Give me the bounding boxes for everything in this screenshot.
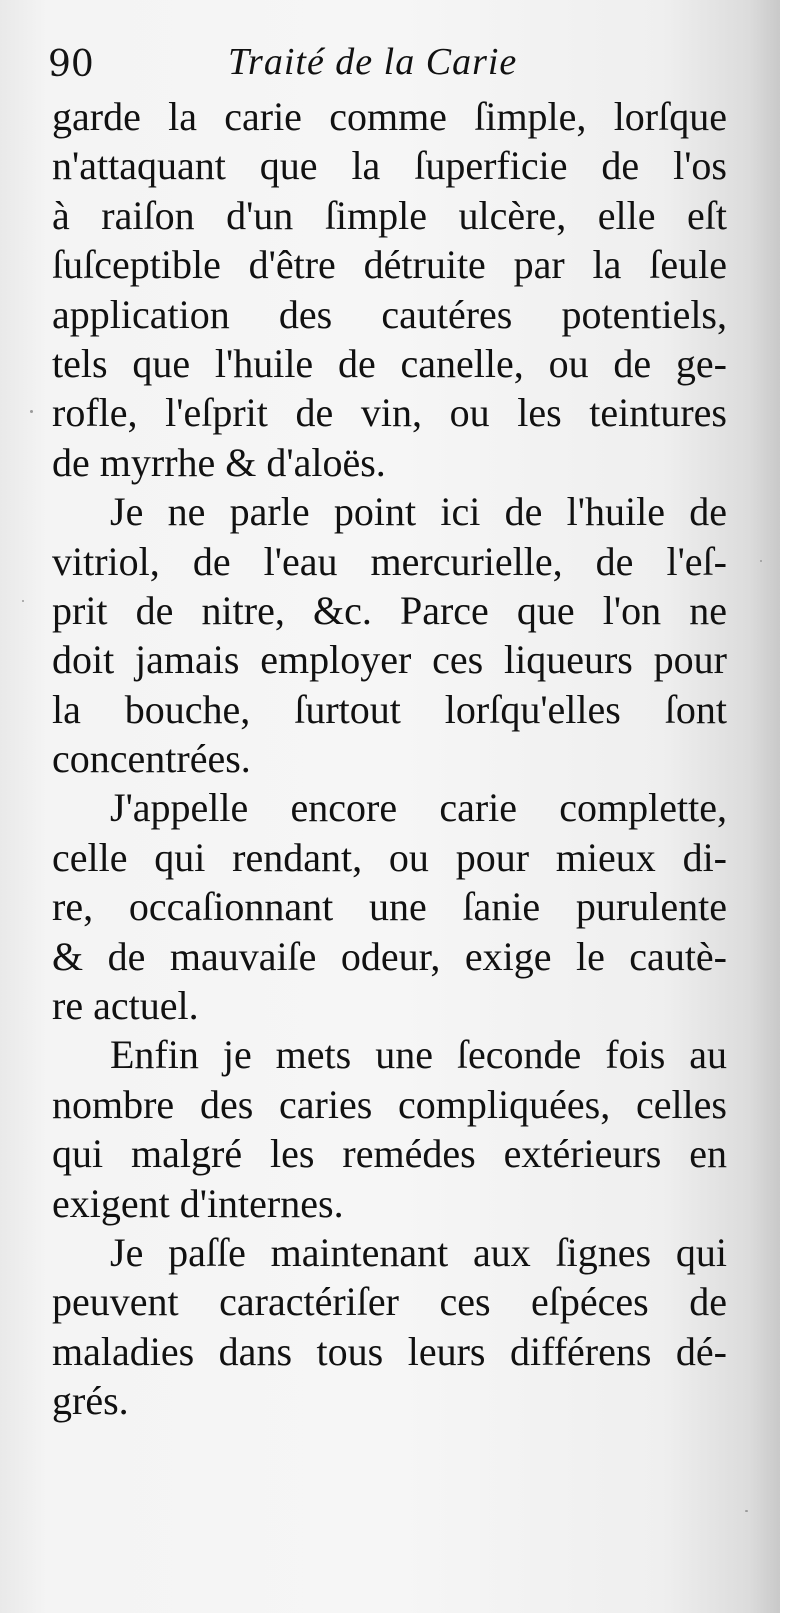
text-line: peuvent caractériſer ces eſpéces de (52, 1279, 727, 1325)
text-line: Enfin je mets une ſeconde fois au (110, 1032, 727, 1078)
text-line: n'attaquant que la ſuperficie de l'os (52, 143, 727, 189)
text-line: celle qui rendant, ou pour mieux di- (52, 834, 727, 880)
text-line: Je paſſe maintenant aux ſignes qui (110, 1229, 727, 1275)
text-line: qui malgré les remédes extérieurs en (52, 1131, 727, 1177)
text-line: doit jamais employer ces liqueurs pour (52, 637, 727, 683)
text-line: tels que l'huile de canelle, ou de ge- (52, 340, 727, 386)
body-text (52, 92, 727, 1426)
text-line: ſuſceptible d'être détruite par la ſeule (52, 242, 727, 288)
paper-speck (22, 600, 24, 602)
text-line: J'appelle encore carie complette, (110, 785, 727, 831)
text-line: grés. (52, 1378, 129, 1424)
text-line: la bouche, ſurtout lorſqu'elles ſont (52, 686, 727, 732)
text-line: & de mauvaiſe odeur, exige le cautè- (52, 933, 727, 979)
paper-speck (760, 560, 762, 562)
text-line: Je ne parle point ici de l'huile de (110, 489, 727, 535)
text-line: rofle, l'eſprit de vin, ou les teintures (52, 390, 727, 436)
text-line: re, occaſionnant une ſanie purulente (52, 884, 727, 930)
text-line: vitriol, de l'eau mercurielle, de l'eſ- (52, 538, 727, 584)
page-number: 90 (48, 44, 94, 85)
text-line: nombre des caries compliquées, celles (52, 1081, 727, 1127)
text-line: à raiſon d'un ſimple ulcère, elle eſt (52, 192, 727, 238)
scan-margin (780, 0, 800, 1613)
text-line: garde la carie comme ſimple, lorſque (52, 94, 727, 139)
paper-speck (745, 1510, 748, 1512)
page-header (48, 36, 748, 86)
text-line: maladies dans tous leurs différens dé- (52, 1328, 727, 1374)
paper-speck (30, 410, 33, 413)
text-line: prit de nitre, &c. Parce que l'on ne (52, 587, 727, 633)
text-line: concentrées. (52, 736, 251, 782)
text-line: exigent d'internes. (52, 1180, 344, 1226)
text-line: re actuel. (52, 983, 199, 1029)
text-line: de myrrhe & d'aloës. (52, 439, 386, 485)
text-line: application des cautéres potentiels, (52, 291, 727, 337)
running-title: Traité de la Carie (228, 41, 518, 83)
